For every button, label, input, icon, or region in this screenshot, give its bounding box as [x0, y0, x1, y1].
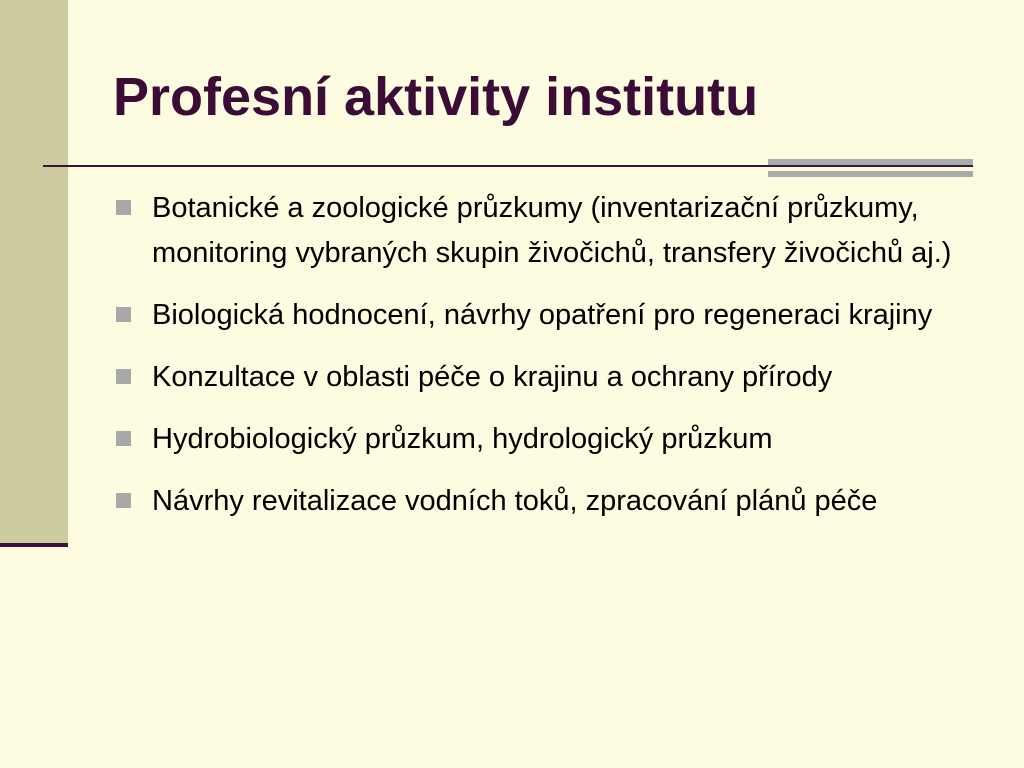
- left-band-base-line: [0, 543, 68, 547]
- square-bullet-icon: [116, 369, 131, 384]
- square-bullet-icon: [116, 431, 131, 446]
- bullet-item: [116, 417, 986, 462]
- bullet-text: Biologická hodnocení, návrhy opatření pro regeneraci krajiny: [152, 299, 933, 331]
- bullet-text: Návrhy revitalizace vodních toků, zpracování plánů péče: [152, 485, 878, 517]
- bullet-text: Konzultace v oblasti péče o krajinu a ochrany přírody: [152, 361, 833, 393]
- bullet-item: [116, 293, 986, 338]
- accent-bar-bottom: [768, 171, 973, 177]
- bullet-item: [116, 355, 986, 400]
- square-bullet-icon: [116, 307, 131, 322]
- bullet-item: [116, 479, 986, 524]
- bullet-item: [116, 186, 986, 276]
- slide-title: Profesní aktivity institutu: [113, 67, 759, 127]
- bullet-text: Hydrobiologický průzkum, hydrologický průzkum: [152, 423, 773, 455]
- accent-double-bar: [768, 158, 973, 178]
- bullet-list: [116, 186, 986, 541]
- square-bullet-icon: [116, 200, 131, 215]
- accent-bar-top: [768, 159, 973, 165]
- square-bullet-icon: [116, 493, 131, 508]
- bullet-text: Botanické a zoologické průzkumy (inventarizační průzkumy, monitoring vybraných skupin živočichů, transfery živočichů aj.): [152, 192, 952, 269]
- left-decorative-band: [0, 0, 68, 544]
